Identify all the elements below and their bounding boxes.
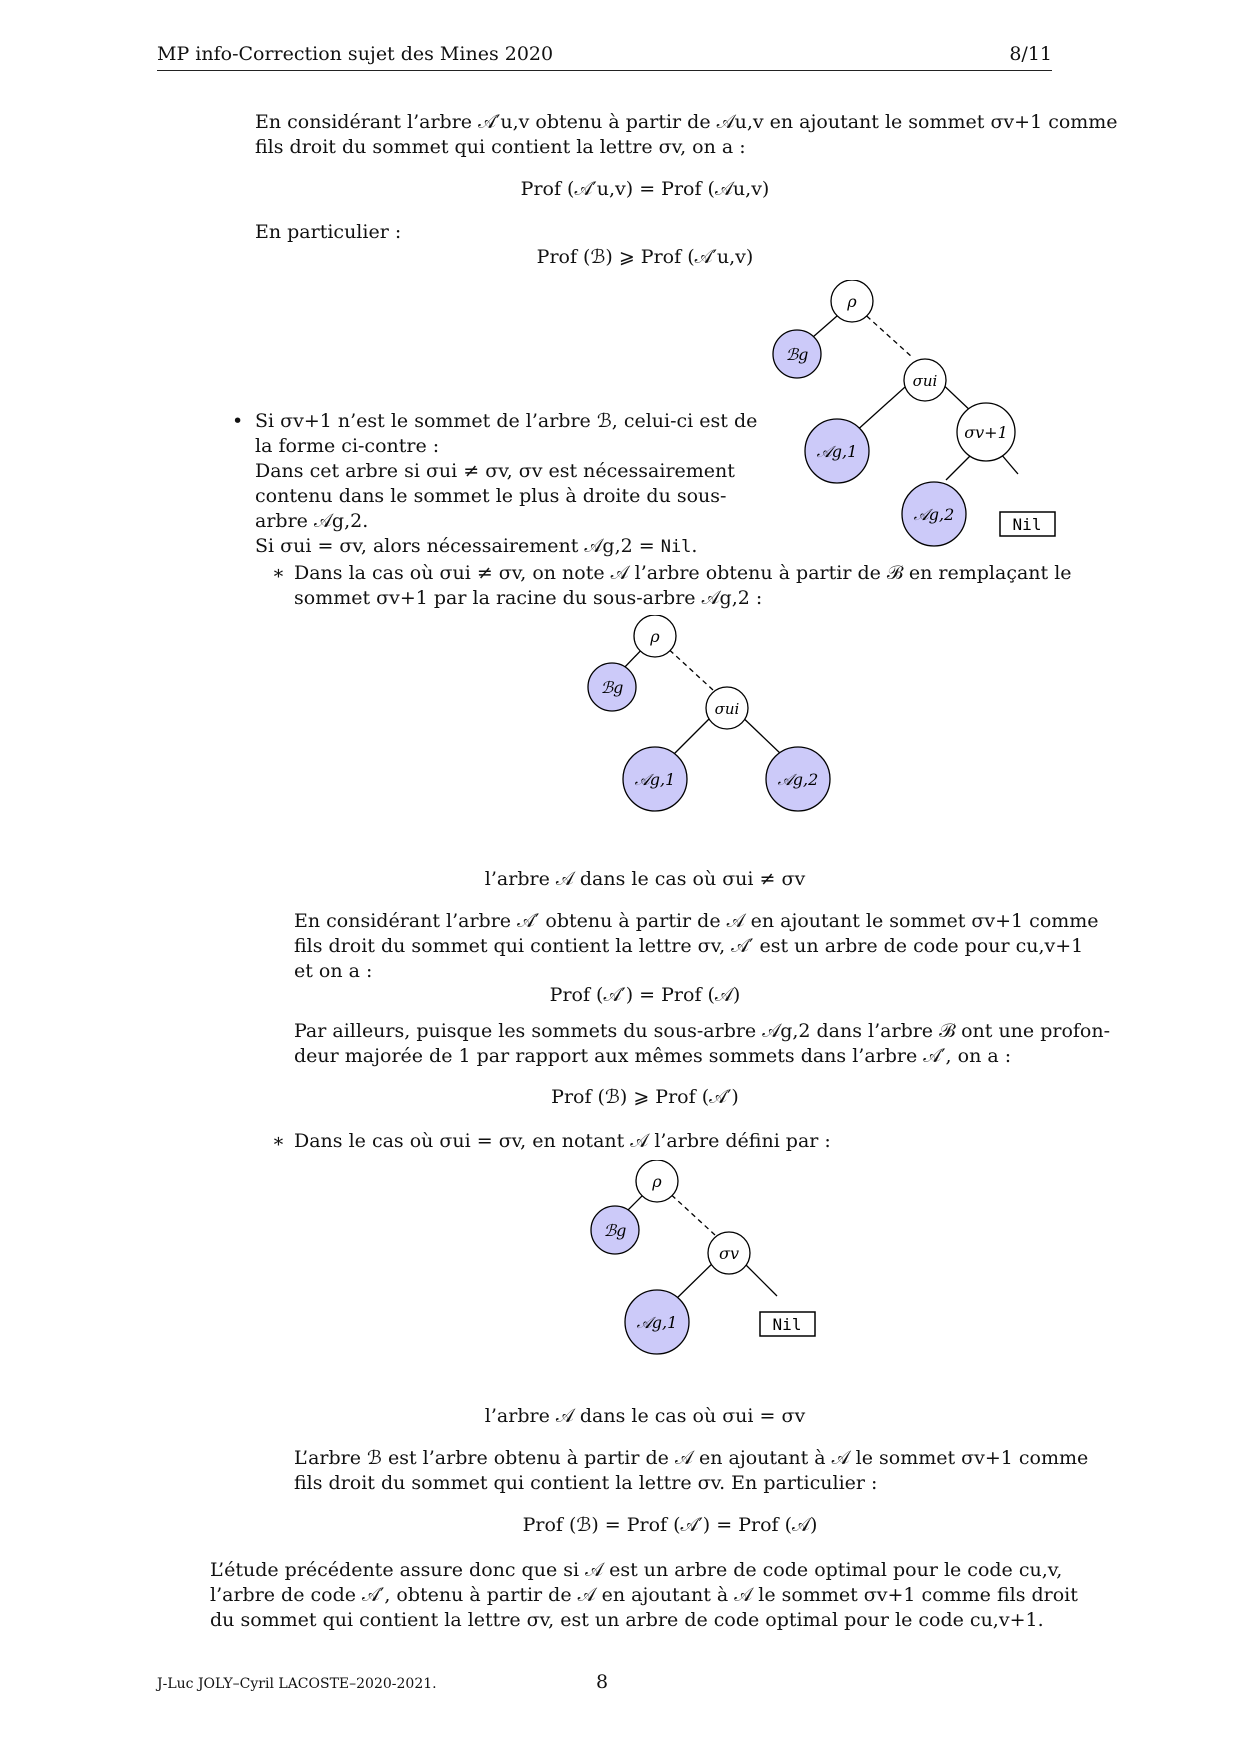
caption-case1: l’arbre 𝒜 dans le cas où σui ≠ σv xyxy=(484,868,806,890)
label-sigma-ui: σui xyxy=(912,372,938,390)
page-header xyxy=(157,40,1052,71)
label-ag1: 𝒜g,1 xyxy=(636,1313,678,1332)
label-ag1: 𝒜g,1 xyxy=(816,442,858,461)
edge-rho-sigma-dashed xyxy=(860,310,912,357)
tree-diagram-a-case2 xyxy=(590,1160,850,1360)
bullet-line6-code: Nil xyxy=(660,537,692,557)
caption-case2: l’arbre 𝒜 dans le cas où σui = σv xyxy=(484,1405,806,1427)
label-rho: ρ xyxy=(650,627,660,646)
label-nil: Nil xyxy=(1012,515,1042,534)
p2-line2: fils droit du sommet qui contient la lettre σv, 𝒜′ est un arbre de code pour cu,v+1 xyxy=(294,935,1084,957)
bullet-line6-text: Si σui = σv, alors nécessairement 𝒜g,2 = xyxy=(255,535,655,557)
equation-4: Prof (ℬ) ⩾ Prof (𝒜′) xyxy=(551,1086,739,1108)
label-rho: ρ xyxy=(847,292,857,311)
p4-line1: L’arbre ℬ est l’arbre obtenu à partir de 𝒜 en ajoutant à 𝒜 le sommet σv+1 comme xyxy=(294,1447,1089,1469)
label-sigma-ui: σui xyxy=(714,700,740,718)
label-bg: ℬg xyxy=(785,345,809,364)
star-icon: ∗ xyxy=(272,562,285,584)
tree-diagram-a-case1 xyxy=(585,615,855,835)
tree-diagram-b xyxy=(760,280,1080,560)
bullet-line1: Si σv+1 n’est le sommet de l’arbre ℬ, celui-ci est de xyxy=(255,410,758,432)
p5-line3: du sommet qui contient la lettre σv, est un arbre de code optimal pour le code cu,v+1. xyxy=(210,1609,1044,1631)
p3-line2: deur majorée de 1 par rapport aux mêmes sommets dans l’arbre 𝒜′, on a : xyxy=(294,1045,1012,1067)
label-bg: ℬg xyxy=(603,1221,627,1240)
bullet-line2: la forme ci-contre : xyxy=(255,435,440,457)
label-ag1: 𝒜g,1 xyxy=(634,770,676,789)
label-ag2: 𝒜g,2 xyxy=(777,770,819,789)
equation-5: Prof (ℬ) = Prof (𝒜′) = Prof (𝒜) xyxy=(522,1514,818,1536)
bullet-line3: Dans cet arbre si σui ≠ σv, σv est nécessairement xyxy=(255,460,735,482)
p1-line2: fils droit du sommet qui contient la lettre σv, on a : xyxy=(255,136,746,158)
label-ag2: 𝒜g,2 xyxy=(913,505,955,524)
case1-line2: sommet σv+1 par la racine du sous-arbre 𝒜g,2 : xyxy=(294,587,763,609)
bullet-line6: Si σui = σv, alors nécessairement 𝒜g,2 = Nil. xyxy=(255,535,698,557)
p3-line1: Par ailleurs, puisque les sommets du sous-arbre 𝒜g,2 dans l’arbre ℬ ont une profon- xyxy=(294,1020,1111,1042)
bullet-line5: arbre 𝒜g,2. xyxy=(255,510,369,532)
p2-line3: et on a : xyxy=(294,960,373,982)
header-title: MP info-Correction sujet des Mines 2020 xyxy=(157,43,554,65)
en-particulier-label: En particulier : xyxy=(255,221,402,243)
case2-line1: Dans le cas où σui = σv, en notant 𝒜 l’arbre défini par : xyxy=(294,1130,831,1152)
label-sigma-v: σv xyxy=(719,1244,739,1263)
label-bg: ℬg xyxy=(600,678,624,697)
case1-line1: Dans la cas où σui ≠ σv, on note 𝒜 l’arbre obtenu à partir de ℬ en remplaçant le xyxy=(294,562,1072,584)
footer-authors: J-Luc JOLY–Cyril LACOSTE–2020-2021. xyxy=(157,1676,437,1692)
equation-1: Prof (𝒜′u,v) = Prof (𝒜u,v) xyxy=(520,178,770,200)
label-sigma-v1: σv+1 xyxy=(964,423,1008,442)
footer-page-number: 8 xyxy=(596,1671,609,1693)
p4-line2: fils droit du sommet qui contient la lettre σv. En particulier : xyxy=(294,1472,878,1494)
equation-3: Prof (𝒜′) = Prof (𝒜) xyxy=(549,984,741,1006)
bullet-icon: • xyxy=(232,410,244,432)
p1-line1: En considérant l’arbre 𝒜′u,v obtenu à partir de 𝒜u,v en ajoutant le sommet σv+1 comme xyxy=(255,111,1118,133)
header-page: 8/11 xyxy=(1009,43,1052,65)
p2-line1: En considérant l’arbre 𝒜′ obtenu à partir de 𝒜 en ajoutant le sommet σv+1 comme xyxy=(294,910,1099,932)
equation-2: Prof (ℬ) ⩾ Prof (𝒜′u,v) xyxy=(536,246,754,268)
p5-line2: l’arbre de code 𝒜′, obtenu à partir de 𝒜 en ajoutant à 𝒜 le sommet σv+1 comme fils droit xyxy=(210,1584,1078,1606)
bullet-line4: contenu dans le sommet le plus à droite du sous- xyxy=(255,485,727,507)
label-nil: Nil xyxy=(772,1315,802,1334)
label-rho: ρ xyxy=(652,1172,662,1191)
p5-line1: L’étude précédente assure donc que si 𝒜 est un arbre de code optimal pour le code cu,v, xyxy=(210,1559,1063,1581)
star-icon-2: ∗ xyxy=(272,1130,285,1152)
